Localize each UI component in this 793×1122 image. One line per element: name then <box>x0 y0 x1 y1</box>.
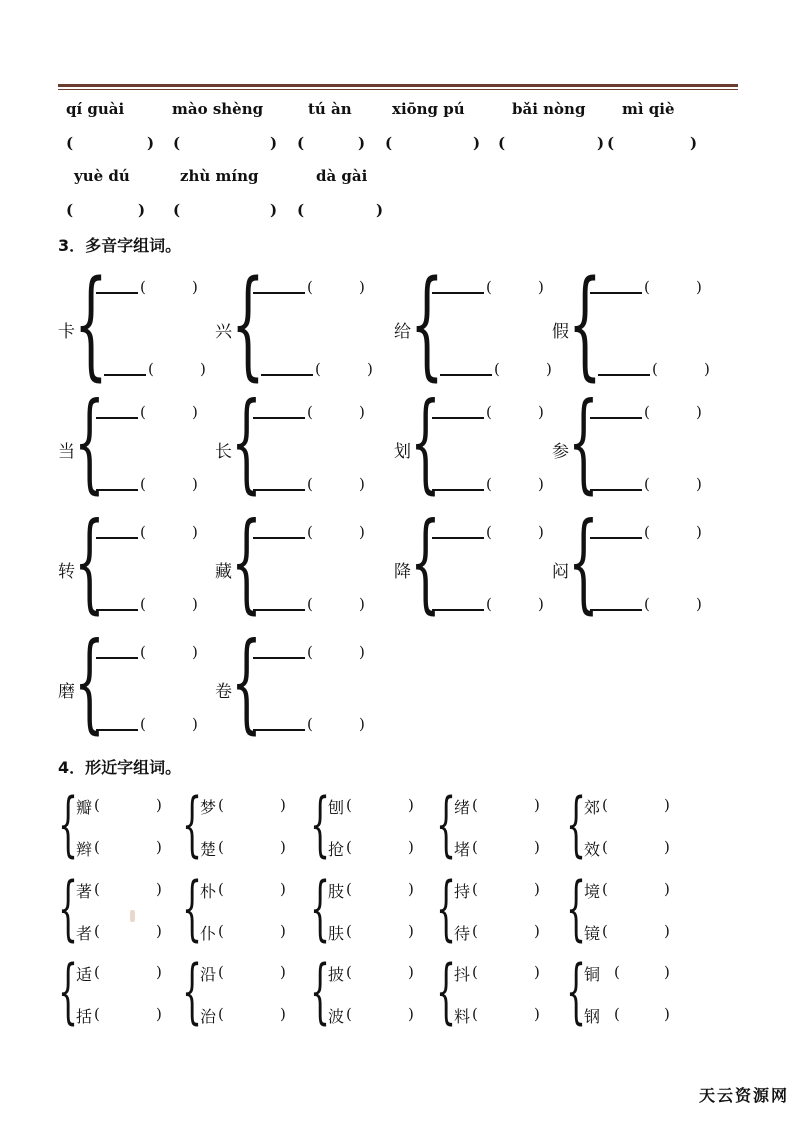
word-open[interactable]: ( <box>472 1005 478 1023</box>
watermark: 天云资源网 <box>698 1086 789 1105</box>
word-blank[interactable] <box>440 374 492 376</box>
polyphonic-group <box>552 254 722 392</box>
answer-open[interactable]: ( <box>385 134 393 152</box>
polyphonic-group <box>58 380 228 505</box>
pinyin-close: ) <box>538 403 544 421</box>
pinyin-open[interactable]: ( <box>486 595 492 613</box>
pinyin-close: ) <box>696 403 702 421</box>
curly-brace-icon: { <box>310 783 331 865</box>
similar-char: 楚 <box>200 840 217 859</box>
pinyin-open[interactable]: ( <box>644 403 650 421</box>
pinyin-close: ) <box>696 523 702 541</box>
pinyin-close: ) <box>546 360 552 378</box>
pinyin-close: ) <box>359 643 365 661</box>
pinyin-open[interactable]: ( <box>140 523 146 541</box>
faded-header-text <box>58 66 258 76</box>
similar-char: 仆 <box>200 924 217 943</box>
polyphonic-group <box>215 254 385 392</box>
similar-char: 堵 <box>454 840 471 859</box>
curly-brace-icon: { <box>74 380 105 505</box>
pinyin-open[interactable]: ( <box>486 475 492 493</box>
similar-char-group <box>182 867 300 949</box>
pinyin-close: ) <box>538 523 544 541</box>
header-rule-thick <box>58 84 738 87</box>
similar-char: 肤 <box>328 924 345 943</box>
pinyin-open[interactable]: ( <box>307 643 313 661</box>
similar-char-group <box>566 783 684 865</box>
similar-char: 括 <box>76 1007 93 1026</box>
polyphonic-char: 藏 <box>215 562 232 582</box>
section-4-title: 4．形近字组词。 <box>58 758 182 777</box>
curly-brace-icon: { <box>568 500 599 625</box>
polyphonic-char: 转 <box>58 562 75 582</box>
word-blank[interactable] <box>96 417 138 419</box>
curly-brace-icon: { <box>231 254 265 392</box>
word-open[interactable]: ( <box>602 922 608 940</box>
similar-char: 待 <box>454 924 471 943</box>
word-blank[interactable] <box>253 537 305 539</box>
answer-open[interactable]: ( <box>297 134 305 152</box>
word-blank[interactable] <box>96 489 138 491</box>
pinyin-open[interactable]: ( <box>315 360 321 378</box>
word-close: ) <box>534 796 540 814</box>
pinyin-close: ) <box>359 475 365 493</box>
section-3-title: 3．多音字组词。 <box>58 236 182 255</box>
pinyin-open[interactable]: ( <box>140 595 146 613</box>
curly-brace-icon: { <box>231 500 262 625</box>
word-open[interactable]: ( <box>346 922 352 940</box>
word-blank[interactable] <box>253 729 305 731</box>
similar-char-group <box>310 867 428 949</box>
word-close: ) <box>280 880 286 898</box>
similar-char-group <box>310 783 428 865</box>
similar-char: 披 <box>328 965 345 984</box>
similar-char: 梦 <box>200 798 217 817</box>
similar-char: 钢 <box>584 1007 601 1026</box>
curly-brace-icon: { <box>436 867 457 949</box>
polyphonic-char: 假 <box>552 322 569 342</box>
pinyin-open[interactable]: ( <box>486 523 492 541</box>
word-open[interactable]: ( <box>614 963 620 981</box>
polyphonic-char: 降 <box>394 562 411 582</box>
word-blank[interactable] <box>590 417 642 419</box>
answer-close: ) <box>597 134 605 152</box>
similar-char: 朴 <box>200 882 217 901</box>
curly-brace-icon: { <box>410 380 441 505</box>
answer-close: ) <box>147 134 155 152</box>
word-blank[interactable] <box>253 417 305 419</box>
pinyin-close: ) <box>359 595 365 613</box>
pinyin-open[interactable]: ( <box>307 595 313 613</box>
word-open[interactable]: ( <box>94 963 100 981</box>
polyphonic-char: 磨 <box>58 682 75 702</box>
pinyin-close: ) <box>359 403 365 421</box>
polyphonic-group <box>215 380 385 505</box>
pinyin-close: ) <box>538 595 544 613</box>
pinyin-word: yuè dú <box>74 167 130 185</box>
word-open[interactable]: ( <box>602 838 608 856</box>
pinyin-open[interactable]: ( <box>140 715 146 733</box>
word-open[interactable]: ( <box>218 963 224 981</box>
polyphonic-group <box>215 620 385 745</box>
word-close: ) <box>280 1005 286 1023</box>
curly-brace-icon: { <box>58 867 79 949</box>
word-close: ) <box>280 922 286 940</box>
word-blank[interactable] <box>590 292 642 294</box>
word-open[interactable]: ( <box>346 1005 352 1023</box>
word-open[interactable]: ( <box>218 796 224 814</box>
curly-brace-icon: { <box>568 254 602 392</box>
similar-char-group <box>58 783 176 865</box>
word-open[interactable]: ( <box>472 838 478 856</box>
similar-char: 治 <box>200 1007 217 1026</box>
word-blank[interactable] <box>96 657 138 659</box>
word-close: ) <box>408 880 414 898</box>
curly-brace-icon: { <box>566 783 587 865</box>
similar-char-group <box>58 950 176 1032</box>
curly-brace-icon: { <box>74 500 105 625</box>
word-open[interactable]: ( <box>218 838 224 856</box>
answer-close: ) <box>270 134 278 152</box>
word-blank[interactable] <box>432 489 484 491</box>
word-open[interactable]: ( <box>346 838 352 856</box>
pinyin-close: ) <box>192 403 198 421</box>
similar-char: 辫 <box>76 840 93 859</box>
similar-char: 瓣 <box>76 798 93 817</box>
word-close: ) <box>280 963 286 981</box>
curly-brace-icon: { <box>410 500 441 625</box>
word-close: ) <box>664 880 670 898</box>
word-close: ) <box>534 922 540 940</box>
curly-brace-icon: { <box>566 867 587 949</box>
word-blank[interactable] <box>590 489 642 491</box>
word-blank[interactable] <box>253 657 305 659</box>
word-open[interactable]: ( <box>346 963 352 981</box>
pinyin-close: ) <box>359 715 365 733</box>
similar-char: 持 <box>454 882 471 901</box>
pinyin-word: mào shèng <box>172 100 264 118</box>
similar-char: 铜 <box>584 965 601 984</box>
word-open[interactable]: ( <box>94 838 100 856</box>
similar-char: 料 <box>454 1007 471 1026</box>
word-close: ) <box>664 1005 670 1023</box>
answer-close: ) <box>690 134 698 152</box>
polyphonic-char: 划 <box>394 442 411 462</box>
answer-open[interactable]: ( <box>607 134 615 152</box>
answer-close: ) <box>473 134 481 152</box>
answer-open[interactable]: ( <box>66 134 74 152</box>
answer-close: ) <box>138 201 146 219</box>
curly-brace-icon: { <box>182 867 203 949</box>
polyphonic-group <box>58 620 228 745</box>
word-close: ) <box>408 796 414 814</box>
pinyin-open[interactable]: ( <box>140 278 146 296</box>
curly-brace-icon: { <box>74 620 105 745</box>
similar-char: 抢 <box>328 840 345 859</box>
word-blank[interactable] <box>432 417 484 419</box>
word-close: ) <box>408 1005 414 1023</box>
pinyin-close: ) <box>538 278 544 296</box>
pinyin-close: ) <box>192 715 198 733</box>
word-close: ) <box>156 796 162 814</box>
word-open[interactable]: ( <box>218 922 224 940</box>
pinyin-word: zhù míng <box>180 167 259 185</box>
pinyin-close: ) <box>200 360 206 378</box>
word-blank[interactable] <box>96 292 138 294</box>
similar-char-group <box>182 950 300 1032</box>
similar-char: 著 <box>76 882 93 901</box>
word-open[interactable]: ( <box>602 796 608 814</box>
pinyin-open[interactable]: ( <box>486 403 492 421</box>
word-open[interactable]: ( <box>346 880 352 898</box>
similar-char: 镜 <box>584 924 601 943</box>
word-close: ) <box>280 838 286 856</box>
pinyin-open[interactable]: ( <box>644 278 650 296</box>
word-blank[interactable] <box>104 374 146 376</box>
word-blank[interactable] <box>590 609 642 611</box>
curly-brace-icon: { <box>436 783 457 865</box>
word-close: ) <box>664 838 670 856</box>
word-close: ) <box>408 922 414 940</box>
curly-brace-icon: { <box>231 380 262 505</box>
word-close: ) <box>156 838 162 856</box>
curly-brace-icon: { <box>410 254 444 392</box>
scan-speck <box>130 910 135 922</box>
word-blank[interactable] <box>432 537 484 539</box>
polyphonic-group <box>215 500 385 625</box>
similar-char: 者 <box>76 924 93 943</box>
answer-open[interactable]: ( <box>173 134 181 152</box>
word-open[interactable]: ( <box>218 1005 224 1023</box>
curly-brace-icon: { <box>74 254 108 392</box>
similar-char-group <box>436 867 554 949</box>
pinyin-open[interactable]: ( <box>140 475 146 493</box>
pinyin-open[interactable]: ( <box>307 715 313 733</box>
curly-brace-icon: { <box>231 620 262 745</box>
curly-brace-icon: { <box>436 950 457 1032</box>
pinyin-open[interactable]: ( <box>140 403 146 421</box>
word-close: ) <box>664 796 670 814</box>
answer-open[interactable]: ( <box>498 134 506 152</box>
similar-char-group <box>566 867 684 949</box>
polyphonic-group <box>394 254 564 392</box>
answer-open[interactable]: ( <box>173 201 181 219</box>
similar-char-group <box>436 950 554 1032</box>
pinyin-word: bǎi nòng <box>512 100 586 118</box>
curly-brace-icon: { <box>58 783 79 865</box>
word-close: ) <box>280 796 286 814</box>
answer-close: ) <box>270 201 278 219</box>
word-close: ) <box>156 880 162 898</box>
pinyin-open[interactable]: ( <box>307 278 313 296</box>
pinyin-word: dà gài <box>316 167 368 185</box>
answer-open[interactable]: ( <box>66 201 74 219</box>
pinyin-open[interactable]: ( <box>644 523 650 541</box>
word-close: ) <box>156 922 162 940</box>
similar-char-group <box>310 950 428 1032</box>
word-open[interactable]: ( <box>94 922 100 940</box>
similar-char: 郊 <box>584 798 601 817</box>
word-blank[interactable] <box>432 292 484 294</box>
polyphonic-group <box>58 254 228 392</box>
word-open[interactable]: ( <box>614 1005 620 1023</box>
word-open[interactable]: ( <box>94 796 100 814</box>
word-blank[interactable] <box>253 292 305 294</box>
word-open[interactable]: ( <box>472 922 478 940</box>
pinyin-open[interactable]: ( <box>140 643 146 661</box>
curly-brace-icon: { <box>568 380 599 505</box>
word-open[interactable]: ( <box>472 796 478 814</box>
pinyin-word: tú àn <box>308 100 352 118</box>
word-close: ) <box>664 963 670 981</box>
pinyin-open[interactable]: ( <box>494 360 500 378</box>
polyphonic-char: 参 <box>552 442 569 462</box>
word-close: ) <box>534 963 540 981</box>
curly-brace-icon: { <box>58 950 79 1032</box>
word-close: ) <box>156 1005 162 1023</box>
word-open[interactable]: ( <box>94 880 100 898</box>
similar-char: 波 <box>328 1007 345 1026</box>
polyphonic-group <box>394 500 564 625</box>
word-blank[interactable] <box>261 374 313 376</box>
word-close: ) <box>408 838 414 856</box>
polyphonic-char: 卷 <box>215 682 232 702</box>
polyphonic-group <box>394 380 564 505</box>
word-close: ) <box>534 1005 540 1023</box>
word-blank[interactable] <box>96 609 138 611</box>
polyphonic-group <box>552 380 722 505</box>
pinyin-open[interactable]: ( <box>307 475 313 493</box>
pinyin-open[interactable]: ( <box>644 475 650 493</box>
pinyin-open[interactable]: ( <box>644 595 650 613</box>
similar-char-group <box>566 950 684 1032</box>
polyphonic-char: 卡 <box>58 322 75 342</box>
similar-char: 抖 <box>454 965 471 984</box>
pinyin-close: ) <box>359 523 365 541</box>
answer-close: ) <box>358 134 366 152</box>
curly-brace-icon: { <box>310 867 331 949</box>
pinyin-open[interactable]: ( <box>307 403 313 421</box>
similar-char-group <box>58 867 176 949</box>
answer-close: ) <box>376 201 384 219</box>
pinyin-close: ) <box>192 595 198 613</box>
word-open[interactable]: ( <box>218 880 224 898</box>
similar-char-group <box>436 783 554 865</box>
pinyin-close: ) <box>704 360 710 378</box>
curly-brace-icon: { <box>182 783 203 865</box>
header-rule-thin <box>58 89 738 90</box>
word-close: ) <box>664 922 670 940</box>
similar-char: 沿 <box>200 965 217 984</box>
similar-char: 肢 <box>328 882 345 901</box>
word-blank[interactable] <box>598 374 650 376</box>
pinyin-close: ) <box>192 643 198 661</box>
pinyin-close: ) <box>367 360 373 378</box>
polyphonic-char: 兴 <box>215 322 232 342</box>
pinyin-close: ) <box>192 475 198 493</box>
word-blank[interactable] <box>253 609 305 611</box>
word-open[interactable]: ( <box>472 880 478 898</box>
word-blank[interactable] <box>590 537 642 539</box>
similar-char: 效 <box>584 840 601 859</box>
pinyin-open[interactable]: ( <box>652 360 658 378</box>
word-open[interactable]: ( <box>602 880 608 898</box>
polyphonic-group <box>58 500 228 625</box>
polyphonic-char: 闷 <box>552 562 569 582</box>
pinyin-close: ) <box>359 278 365 296</box>
pinyin-close: ) <box>192 523 198 541</box>
word-blank[interactable] <box>96 537 138 539</box>
polyphonic-char: 当 <box>58 442 75 462</box>
pinyin-word: xiōng pú <box>392 100 465 118</box>
word-close: ) <box>534 838 540 856</box>
polyphonic-group <box>552 500 722 625</box>
pinyin-open[interactable]: ( <box>486 278 492 296</box>
word-close: ) <box>534 880 540 898</box>
word-blank[interactable] <box>253 489 305 491</box>
pinyin-open[interactable]: ( <box>307 523 313 541</box>
curly-brace-icon: { <box>310 950 331 1032</box>
word-close: ) <box>408 963 414 981</box>
curly-brace-icon: { <box>182 950 203 1032</box>
word-open[interactable]: ( <box>94 1005 100 1023</box>
pinyin-close: ) <box>696 278 702 296</box>
similar-char: 适 <box>76 965 93 984</box>
pinyin-close: ) <box>696 595 702 613</box>
word-open[interactable]: ( <box>472 963 478 981</box>
curly-brace-icon: { <box>566 950 587 1032</box>
polyphonic-char: 长 <box>215 442 232 462</box>
pinyin-word: mì qiè <box>622 100 675 118</box>
pinyin-close: ) <box>538 475 544 493</box>
pinyin-close: ) <box>696 475 702 493</box>
similar-char: 刨 <box>328 798 345 817</box>
word-blank[interactable] <box>96 729 138 731</box>
word-close: ) <box>156 963 162 981</box>
word-open[interactable]: ( <box>346 796 352 814</box>
similar-char-group <box>182 783 300 865</box>
pinyin-word: qí guài <box>66 100 125 118</box>
pinyin-close: ) <box>192 278 198 296</box>
pinyin-open[interactable]: ( <box>148 360 154 378</box>
similar-char: 境 <box>584 882 601 901</box>
similar-char: 绪 <box>454 798 471 817</box>
polyphonic-char: 给 <box>394 322 411 342</box>
word-blank[interactable] <box>432 609 484 611</box>
answer-open[interactable]: ( <box>297 201 305 219</box>
